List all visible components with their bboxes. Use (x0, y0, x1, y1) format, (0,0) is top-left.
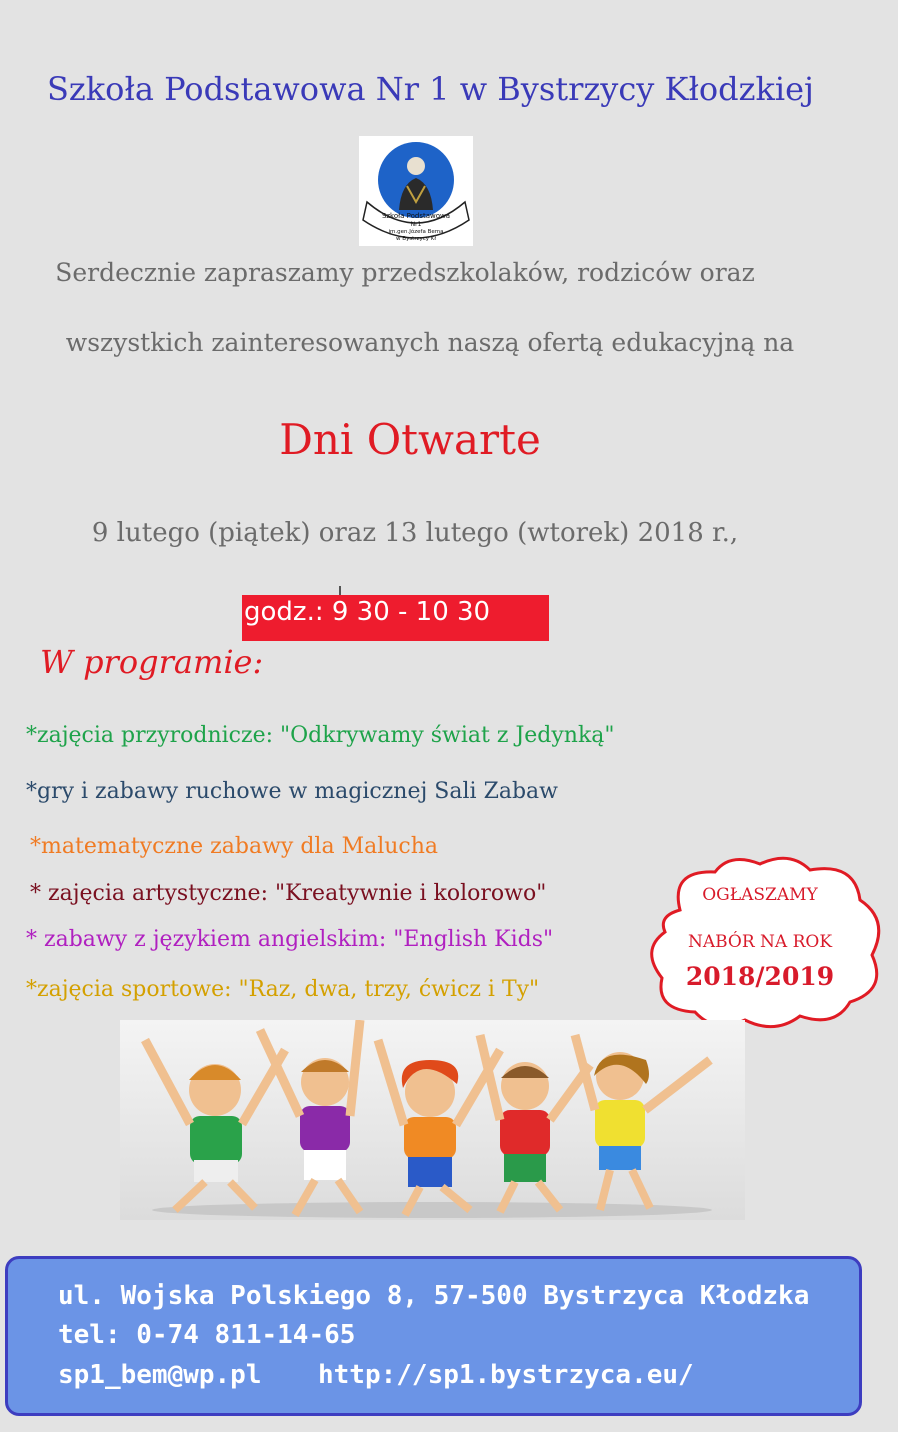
contact-email[interactable]: sp1_bem@wp.pl (58, 1360, 262, 1390)
recruitment-line-2: NABÓR NA ROK (687, 932, 833, 952)
contact-phone: tel: 0-74 811-14-65 (58, 1320, 356, 1350)
event-title: Dni Otwarte (279, 415, 541, 464)
program-item: *zajęcia przyrodnicze: "Odkrywamy świat z Jedynką" (26, 723, 615, 748)
program-item: *zajęcia sportowe: "Raz, dwa, trzy, ćwicz i Ty" (26, 977, 540, 1002)
contact-address: ul. Wojska Polskiego 8, 57-500 Bystrzyca Kłodzka (58, 1281, 810, 1311)
invitation-line-1: Serdecznie zapraszamy przedszkolaków, rodziców oraz (55, 258, 755, 287)
contact-website-link[interactable]: http://sp1.bystrzyca.eu/ (318, 1360, 694, 1390)
school-logo (359, 136, 473, 246)
event-hours: godz.: 9 30 - 10 30 (242, 595, 549, 641)
jumping-kids-illustration (120, 1020, 745, 1220)
recruitment-line-1: OGŁASZAMY (702, 885, 818, 905)
event-dates: 9 lutego (piątek) oraz 13 lutego (wtorek) 2018 r., (91, 518, 739, 548)
jumping-kids-icon (120, 1020, 745, 1220)
logo-text-4: w Bystrzycy Kł (396, 236, 436, 242)
program-item: * zabawy z językiem angielskim: "English Kids" (26, 927, 554, 952)
program-item: *matematyczne zabawy dla Malucha (30, 834, 439, 859)
logo-text-2: Nr1 (410, 221, 422, 228)
logo-text-1: Szkoła Podstawowa (381, 212, 451, 220)
program-item: *gry i zabawy ruchowe w magicznej Sali Zabaw (26, 779, 558, 804)
logo-emblem-icon (359, 136, 473, 246)
school-name: Szkoła Podstawowa Nr 1 w Bystrzycy Kłodzkiej (47, 70, 814, 108)
logo-text-3: im.gen.Józefa Bema (388, 229, 444, 235)
program-item: * zajęcia artystyczne: "Kreatywnie i kolorowo" (30, 881, 547, 906)
recruitment-year: 2018/2019 (685, 962, 835, 991)
program-heading: W programie: (40, 643, 264, 681)
invitation-line-2: wszystkich zainteresowanych naszą ofertą edukacyjną na (65, 328, 795, 357)
